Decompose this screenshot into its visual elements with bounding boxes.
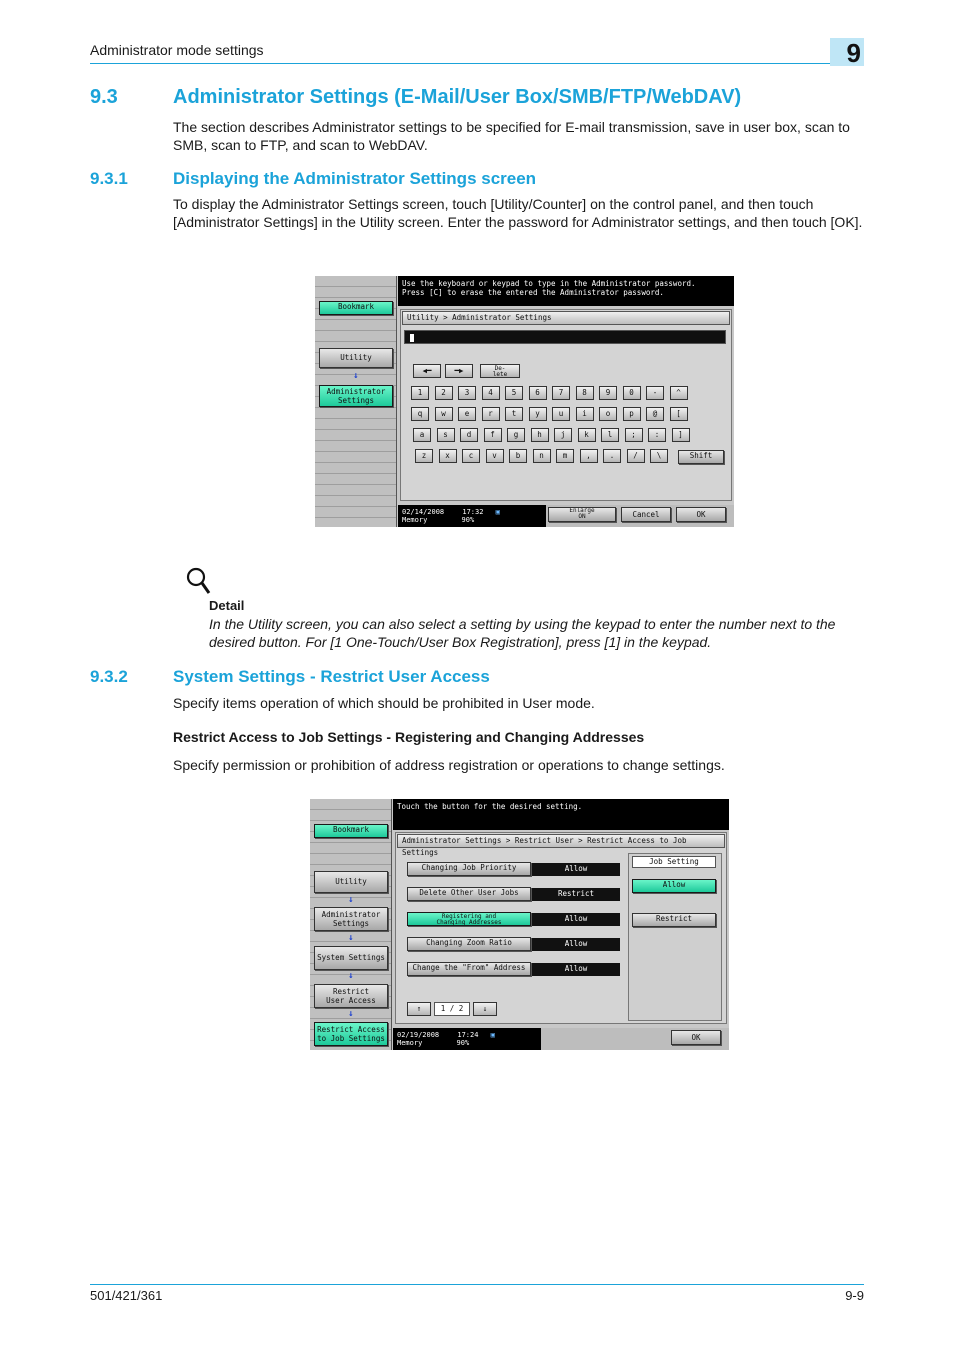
keyboard-key[interactable]: s (437, 428, 455, 442)
keyboard-key[interactable]: y (529, 407, 547, 421)
setting-button[interactable]: Changing Job Priority (407, 862, 531, 876)
keyboard-key[interactable]: z (415, 449, 433, 463)
restrict-job-heading: Restrict Access to Job Settings - Registering and Changing Addresses (173, 729, 645, 745)
page-down-button[interactable]: ↓ (473, 1002, 497, 1016)
screen2-bookmark-button[interactable]: Bookmark (314, 824, 388, 838)
keyboard-key[interactable]: 3 (458, 386, 476, 400)
memory-value: 90% (461, 516, 475, 524)
enlarge-display-button[interactable]: Enlarge ON (548, 507, 616, 522)
section-intro: The section describes Administrator settings to be specified for E-mail transmission, save in user box, scan to SMB, scan to FTP, and scan to WebDAV. (173, 119, 850, 153)
setting-value: Restrict (532, 888, 620, 901)
keyboard-key[interactable]: / (627, 449, 645, 463)
cancel-button[interactable]: Cancel (621, 507, 671, 522)
arrow-down-icon: ↓ (348, 933, 354, 943)
page-indicator: 1 / 2 (434, 1002, 470, 1016)
keyboard-key[interactable]: 4 (482, 386, 500, 400)
keyboard-key[interactable]: e (458, 407, 476, 421)
keyboard-key[interactable]: [ (670, 407, 688, 421)
memory-label: Memory (397, 1039, 423, 1047)
shift-button[interactable]: Shift (678, 450, 724, 464)
keyboard-key[interactable]: \ (650, 449, 668, 463)
keyboard-key[interactable]: ^ (670, 386, 688, 400)
keyboard-key[interactable]: 5 (505, 386, 523, 400)
keyboard-key[interactable]: 0 (623, 386, 641, 400)
keyboard-key[interactable]: d (460, 428, 478, 442)
keyboard-key[interactable]: - (646, 386, 664, 400)
job-setting-title: Job Setting (632, 856, 716, 868)
subsection1-title: Displaying the Administrator Settings screen (173, 169, 537, 188)
keyboard-key[interactable]: u (552, 407, 570, 421)
text-cursor (410, 334, 414, 342)
setting-button[interactable]: Changing Zoom Ratio (407, 937, 531, 951)
subsection2-number: 9.3.2 (90, 667, 128, 686)
footer-page: 9-9 (845, 1288, 864, 1303)
setting-value: Allow (532, 863, 620, 876)
keyboard-key[interactable]: . (603, 449, 621, 463)
screen2-ok-button[interactable]: OK (671, 1030, 721, 1045)
keyboard-key[interactable]: b (509, 449, 527, 463)
keyboard-key[interactable]: q (411, 407, 429, 421)
ok-button[interactable]: OK (676, 507, 726, 522)
setting-value: Allow (532, 938, 620, 951)
keyboard-key[interactable]: a (413, 428, 431, 442)
page-up-button[interactable]: ↑ (407, 1002, 431, 1016)
keyboard-key[interactable]: : (648, 428, 666, 442)
cursor-right-button[interactable]: ━▶ (445, 364, 473, 378)
password-input[interactable] (404, 330, 726, 344)
keyboard-key[interactable]: h (531, 428, 549, 442)
setting-button[interactable]: Change the "From" Address (407, 962, 531, 976)
admin-password-screen (315, 276, 734, 527)
setting-button[interactable]: Registering and Changing Addresses (407, 912, 531, 926)
section-number: 9.3 (90, 86, 118, 108)
setting-value: Allow (532, 913, 620, 926)
screen1-message (398, 276, 734, 306)
keyboard-key[interactable]: k (578, 428, 596, 442)
header-rule (90, 63, 864, 64)
screen1-breadcrumb: Utility > Administrator Settings (402, 311, 730, 325)
keyboard-key[interactable]: ; (625, 428, 643, 442)
screen2-breadcrumb: Administrator Settings > Restrict User > Restrict Access to Job Settings (397, 834, 725, 848)
keyboard-key[interactable]: p (623, 407, 641, 421)
chapter-number: 9 (846, 38, 861, 68)
keyboard-key[interactable]: m (556, 449, 574, 463)
message-line-1: Use the keyboard or keypad to type in the Administrator password. (402, 279, 696, 288)
keyboard-key[interactable]: 6 (529, 386, 547, 400)
arrow-down-icon: ↓ (348, 895, 354, 905)
magnifier-icon (185, 566, 211, 596)
running-head: Administrator mode settings (90, 42, 264, 58)
restrict-button[interactable]: Restrict (632, 913, 716, 927)
keyboard-key[interactable]: r (482, 407, 500, 421)
status-area (398, 505, 546, 527)
arrow-down-icon: ↓ (348, 971, 354, 981)
time-readout: 17:32 (462, 508, 484, 516)
network-icon: ▣ (495, 508, 500, 516)
screen1-admin-settings-button[interactable]: Administrator Settings (319, 385, 393, 407)
delete-button[interactable]: De- lete (480, 364, 520, 378)
footer-model: 501/421/361 (90, 1288, 163, 1303)
subsection1-body: To display the Administrator Settings screen, touch [Utility/Counter] on the control panel, and then touch [Administrator Settings] in the Utility screen. Enter the password for Administrator settings, and then touch [OK]. (173, 196, 863, 230)
keyboard-key[interactable]: g (507, 428, 525, 442)
restrict-job-settings-screen (310, 799, 729, 1050)
keyboard-key[interactable]: o (599, 407, 617, 421)
keyboard-key[interactable]: 7 (552, 386, 570, 400)
keyboard-key[interactable]: i (576, 407, 594, 421)
system-settings-button[interactable]: System Settings (314, 946, 388, 970)
keyboard-key[interactable]: 2 (435, 386, 453, 400)
restrict-job-settings-button[interactable]: Restrict Access to Job Settings (314, 1022, 388, 1046)
keyboard-key[interactable]: ] (672, 428, 690, 442)
network-icon: ▣ (490, 1031, 495, 1039)
arrow-down-icon: ↓ (353, 371, 359, 381)
screen2-utility-button[interactable]: Utility (314, 871, 388, 893)
screen1-bookmark-button[interactable]: Bookmark (319, 301, 393, 315)
cursor-left-button[interactable]: ◀━ (413, 364, 441, 378)
screen2-message: Touch the button for the desired setting. (393, 799, 729, 830)
keyboard-key[interactable]: x (439, 449, 457, 463)
status-area (393, 1028, 541, 1050)
message-line-2: Press [C] to erase the entered the Administrator password. (402, 288, 664, 297)
keyboard-key[interactable]: l (601, 428, 619, 442)
keyboard-key[interactable]: n (533, 449, 551, 463)
screen2-admin-settings-button[interactable]: Administrator Settings (314, 907, 388, 931)
memory-label: Memory (402, 516, 428, 524)
allow-button[interactable]: Allow (632, 879, 716, 893)
keyboard-key[interactable]: 8 (576, 386, 594, 400)
arrow-down-icon: ↓ (348, 1009, 354, 1019)
keyboard-key[interactable]: 9 (599, 386, 617, 400)
restrict-job-body: Specify permission or prohibition of address registration or operations to change settings. (173, 757, 725, 773)
keyboard-key[interactable]: j (554, 428, 572, 442)
keyboard-key[interactable]: t (505, 407, 523, 421)
setting-value: Allow (532, 963, 620, 976)
date-readout: 02/14/2008 (402, 508, 445, 516)
date-readout: 02/19/2008 (397, 1031, 440, 1039)
keyboard-key[interactable]: f (484, 428, 502, 442)
screen1-utility-button[interactable]: Utility (319, 348, 393, 368)
keyboard-key[interactable]: , (580, 449, 598, 463)
restrict-user-access-button[interactable]: Restrict User Access (314, 984, 388, 1008)
keyboard-key[interactable]: v (486, 449, 504, 463)
subsection1-number: 9.3.1 (90, 169, 128, 188)
keyboard-key[interactable]: c (462, 449, 480, 463)
keyboard-key[interactable]: @ (646, 407, 664, 421)
detail-label: Detail (209, 598, 245, 613)
memory-value: 90% (456, 1039, 470, 1047)
setting-button[interactable]: Delete Other User Jobs (407, 887, 531, 901)
time-readout: 17:24 (457, 1031, 479, 1039)
subsection2-body: Specify items operation of which should be prohibited in User mode. (173, 695, 595, 711)
section-title: Administrator Settings (E-Mail/User Box/SMB/FTP/WebDAV) (173, 86, 742, 108)
subsection2-title: System Settings - Restrict User Access (173, 667, 490, 686)
keyboard-key[interactable]: w (435, 407, 453, 421)
detail-text: In the Utility screen, you can also select a setting by using the keypad to enter the number next to the desired button. For [1 One-Touch/User Box Registration], press [1] in the keypad. (209, 616, 836, 650)
footer-rule (90, 1284, 864, 1285)
keyboard-key[interactable]: 1 (411, 386, 429, 400)
